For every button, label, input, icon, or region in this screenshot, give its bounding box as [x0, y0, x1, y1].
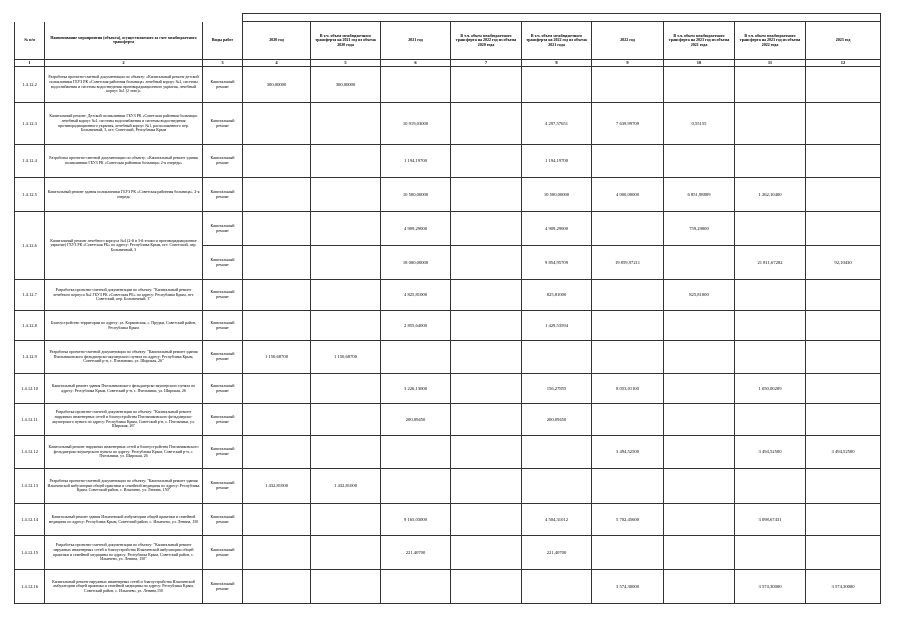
row-value-c7: [451, 145, 522, 178]
row-value-c6: 10 500,00000: [381, 178, 451, 212]
row-value-c5: [311, 536, 381, 570]
table-row: [15, 374, 881, 404]
table-row: [15, 404, 881, 436]
row-description: Капитальный ремонт здания Пчельниковского фельдшерско-акушерского пункта по адресу: Республика Крым, Советский р-н, с. Пчельники, ул. Широкая, 26: [45, 374, 203, 404]
row-value-c4: 1 150,68700: [243, 341, 311, 374]
row-value-c9: [592, 341, 664, 374]
row-value-c6: 1 194,19700: [381, 145, 451, 178]
row-value-c10: [664, 469, 735, 504]
row-value-c4: [243, 374, 311, 404]
row-value-c6: 221,40700: [381, 536, 451, 570]
row-value-c4: [243, 280, 311, 311]
row-value-c12: 92,10430: [806, 246, 881, 280]
header-row: [15, 22, 881, 60]
row-description: Капитальный ремонт лечебного корпуса №4 (2-й и 3-й этажи и противорадиационное укрытие) ГБУЗ РК «Советская РБ» по адресу: Республика Крым, пгт. Советский, пер. Больничный, 3: [45, 212, 203, 280]
row-value-c12: 3 494,52500: [806, 436, 881, 469]
row-value-c5: 1 150,68700: [311, 341, 381, 374]
row-number: 1.4.12.4: [15, 145, 45, 178]
row-value-c6: 10 919,03000: [381, 103, 451, 145]
row-value-c10: [664, 145, 735, 178]
row-value-c5: [311, 145, 381, 178]
row-value-c11: [735, 536, 806, 570]
row-value-c7: [451, 246, 522, 280]
row-value-c12: [806, 280, 881, 311]
row-number: 1.4.12.9: [15, 341, 45, 374]
row-description: Разработка проектно-сметной документации по объекту: "Капитальный ремонт здания Пчельниковского фельдшерско-акушерского пункта по адресу: Республика Крым, Советский р-н, с. Пчельники, ул. Широкая, 26": [45, 341, 203, 374]
row-value-c9: 5 702,45600: [592, 504, 664, 536]
row-value-c4: [243, 145, 311, 178]
col-header-2020-for-2021: В т.ч. объем межбюджетного трансферта на 2021 год из объема 2020 года: [311, 22, 381, 60]
row-value-c6: 18 000,00000: [381, 246, 451, 280]
row-value-c7: [451, 536, 522, 570]
col-number: 6: [381, 60, 451, 67]
row-value-c4: [243, 103, 311, 145]
row-work-type: Капитальный ремонт: [203, 280, 243, 311]
row-value-c6: 4 909,29000: [381, 212, 451, 246]
row-value-c8: 9 854,95709: [522, 246, 592, 280]
row-value-c11: [735, 341, 806, 374]
row-value-c8: 1 429,53594: [522, 311, 592, 341]
col-number: 5: [311, 60, 381, 67]
row-value-c7: [451, 212, 522, 246]
row-value-c11: [735, 469, 806, 504]
row-number: 1.4.12.16: [15, 570, 45, 604]
row-value-c6: 3 226,13000: [381, 374, 451, 404]
row-value-c12: [806, 67, 881, 103]
row-description: Капитальный ремонт наружных инженерных сетей и благоустройства Ильичевской амбулатории общей практики и семейной медицины по адресу: Республика Крым, Советский район, с. Ильичево, ул. Ленина,150: [45, 570, 203, 604]
row-description: Разработка проектно-сметной документации по объекту: «Капитальный ремонт детской поликлиники ГБУЗ РК «Советская районная больница» лечебный корпус №1, системы водоснабжения и системы водоотведения противорадиационного укрытия, лечебный корпус №1 (2 этап)»: [45, 67, 203, 103]
row-value-c7: [451, 311, 522, 341]
row-value-c8: 4 297,57651: [522, 103, 592, 145]
row-value-c10: 0,55155: [664, 103, 735, 145]
row-value-c9: [592, 469, 664, 504]
row-value-c9: [592, 145, 664, 178]
row-number: 1.4.12.10: [15, 374, 45, 404]
table-row: [15, 570, 881, 604]
row-value-c12: [806, 404, 881, 436]
row-value-c9: [592, 404, 664, 436]
row-value-c6: [381, 67, 451, 103]
row-value-c5: [311, 504, 381, 536]
row-work-type: Капитальный ремонт: [203, 67, 243, 103]
row-value-c12: [806, 311, 881, 341]
row-description: Капитальный ремонт здания поликлиники ГБУЗ РК «Советская районная больница», 2-я очередь: [45, 178, 203, 212]
table-row: [15, 212, 881, 246]
row-number: 1.4.12.14: [15, 504, 45, 536]
row-value-c5: [311, 436, 381, 469]
row-value-c12: [806, 145, 881, 178]
row-number: 1.4.12.13: [15, 469, 45, 504]
row-value-c8: 4 504,31012: [522, 504, 592, 536]
row-work-type: Капитальный ремонт: [203, 145, 243, 178]
row-value-c10: 759,29000: [664, 212, 735, 246]
row-value-c10: [664, 436, 735, 469]
table-row: [15, 103, 881, 145]
row-value-c11: 1 050,00209: [735, 374, 806, 404]
row-value-c8: 4 909,29000: [522, 212, 592, 246]
row-value-c10: [664, 536, 735, 570]
col-header-2022-for-2023: В т.ч. объем межбюджетного трансферта на 2023 год из объема 2022 года: [735, 22, 806, 60]
row-value-c5: [311, 103, 381, 145]
col-header-2022: 2022 год: [592, 22, 664, 60]
row-value-c5: [311, 374, 381, 404]
row-value-c11: 3 574,30000: [735, 570, 806, 604]
row-value-c9: 8 053,01100: [592, 374, 664, 404]
row-description: Капитальный ремонт: Детской поликлиники ГБУЗ РК «Советская районная больница» лечебный корпус №1, системы водоснабжения и системы водоотведения противорадиационного укрытия, лечебный корпус №1, расположенного пер. Больничный, 3, пгт. Советский, Республика Крым: [45, 103, 203, 145]
row-value-c8: [522, 570, 592, 604]
row-work-type: Капитальный ремонт: [203, 311, 243, 341]
row-value-c12: 3 574,30000: [806, 570, 881, 604]
col-header-2020-for-2022: В т.ч. объем межбюджетного трансферта на 2022 год из объема 2020 года: [451, 22, 522, 60]
row-value-c10: [664, 404, 735, 436]
row-value-c4: [243, 311, 311, 341]
table-row: [15, 341, 881, 374]
row-value-c9: 19 859,97211: [592, 246, 664, 280]
row-value-c10: [664, 374, 735, 404]
row-description: Разработка проектно-сметной документации по объекту: «Капитальный ремонт здания поликлиники ГБУЗ РК «Советская районная больница» 2-я очередь»: [45, 145, 203, 178]
row-value-c12: [806, 374, 881, 404]
row-value-c7: [451, 280, 522, 311]
col-header-no: № п/п: [15, 22, 45, 60]
row-number: 1.4.12.2: [15, 67, 45, 103]
row-value-c8: 200,09450: [522, 404, 592, 436]
row-value-c10: [664, 504, 735, 536]
row-value-c10: [664, 67, 735, 103]
row-value-c8: 825,81000: [522, 280, 592, 311]
row-description: Разработка проектно-сметной документации по объекту: "Капитальный ремонт наружных инженерных сетей и благоустройства Ильичевской амбулатории общей практики и семейной медицины по адресу: Республика Крым, Советский район, с. Ильичево, ул. Ленина, 150": [45, 536, 203, 570]
row-value-c5: [311, 178, 381, 212]
col-header-work: Виды работ: [203, 22, 243, 60]
row-value-c10: 825,81000: [664, 280, 735, 311]
row-description: Разработка проектно-сметной документации по объекту: "Капитальный ремонт лечебного корпуса №2 ГБУЗ РК «Советская РБ» по адресу: Республика Крым, пгт. Советский, пер. Больничный, 3": [45, 280, 203, 311]
col-number: 7: [451, 60, 522, 67]
row-value-c7: [451, 469, 522, 504]
row-value-c4: [243, 436, 311, 469]
row-work-type: Капитальный ремонт: [203, 469, 243, 504]
row-work-type: Капитальный ремонт: [203, 341, 243, 374]
row-value-c8: 1 194,19700: [522, 145, 592, 178]
row-value-c6: [381, 341, 451, 374]
row-value-c7: [451, 178, 522, 212]
col-header-2020: 2020 год: [243, 22, 311, 60]
row-number: 1.4.12.15: [15, 536, 45, 570]
table-row: [15, 469, 881, 504]
row-value-c11: 21 811,67282: [735, 246, 806, 280]
row-value-c10: 6 851,98809: [664, 178, 735, 212]
row-value-c9: [592, 536, 664, 570]
row-value-c6: 200,09450: [381, 404, 451, 436]
row-value-c9: 4 000,00000: [592, 178, 664, 212]
row-value-c11: [735, 404, 806, 436]
col-header-2021-for-2022: В т.ч. объем межбюджетного трансферта на 2022 год из объема 2021 года: [522, 22, 592, 60]
row-value-c4: [243, 504, 311, 536]
row-value-c4: [243, 570, 311, 604]
row-value-c5: 300,00000: [311, 67, 381, 103]
table-row: [15, 67, 881, 103]
row-work-type: Капитальный ремонт: [203, 536, 243, 570]
row-value-c9: [592, 280, 664, 311]
row-value-c5: [311, 246, 381, 280]
row-value-c4: [243, 404, 311, 436]
row-number: 1.4.12.7: [15, 280, 45, 311]
row-value-c11: [735, 311, 806, 341]
table-row: [15, 280, 881, 311]
col-number: 4: [243, 60, 311, 67]
row-value-c6: 2 855,64000: [381, 311, 451, 341]
row-value-c9: 3 494,52500: [592, 436, 664, 469]
row-work-type: Капитальный ремонт: [203, 374, 243, 404]
row-value-c12: [806, 469, 881, 504]
row-value-c5: [311, 212, 381, 246]
row-value-c7: [451, 436, 522, 469]
col-number: 3: [203, 60, 243, 67]
budget-sheet: [14, 13, 880, 604]
row-value-c11: [735, 212, 806, 246]
row-value-c6: [381, 436, 451, 469]
row-value-c8: [522, 341, 592, 374]
table-row: [15, 436, 881, 469]
col-header-name: Наименование мероприятия (объекта), осуществляемого за счет межбюджетного трансферта: [45, 22, 203, 60]
row-description: Капитальный ремонт здания Ильичевской амбулатории общей практики и семейной медицины по адресу: Республика Крым, Советский район, с. Ильичево, ул. Ленина, 150: [45, 504, 203, 536]
row-value-c6: 4 825,81000: [381, 280, 451, 311]
col-header-2021: 2021 год: [381, 22, 451, 60]
row-value-c12: [806, 212, 881, 246]
col-number: 12: [806, 60, 881, 67]
row-value-c7: [451, 67, 522, 103]
row-value-c6: [381, 570, 451, 604]
col-header-2023: 2023 год: [806, 22, 881, 60]
row-work-type: Капитальный ремонт: [203, 504, 243, 536]
row-work-type: Капитальный ремонт: [203, 436, 243, 469]
col-number: 1: [15, 60, 45, 67]
table-row: [15, 178, 881, 212]
row-number: 1.4.12.5: [15, 178, 45, 212]
row-value-c9: [592, 212, 664, 246]
table-row: [15, 504, 881, 536]
row-value-c7: [451, 404, 522, 436]
row-value-c12: [806, 504, 881, 536]
row-value-c5: [311, 311, 381, 341]
row-value-c4: [243, 246, 311, 280]
row-value-c12: [806, 178, 881, 212]
row-work-type: Капитальный ремонт: [203, 178, 243, 212]
row-work-type: Капитальный ремонт: [203, 103, 243, 145]
row-value-c7: [451, 103, 522, 145]
row-value-c8: [522, 67, 592, 103]
row-value-c10: [664, 311, 735, 341]
row-work-type: Капитальный ремонт: [203, 246, 243, 280]
row-value-c6: 9 165,03000: [381, 504, 451, 536]
row-value-c4: 300,00000: [243, 67, 311, 103]
row-value-c7: [451, 570, 522, 604]
row-description: Разработка проектно-сметной документации по объекту: "Капитальный ремонт наружных инженерных сетей и благоустройства Пчельниковского фельдшерско-акушерского пункта по адресу: Республика Крым, Советский р-н, с. Пчельники, ул. Широкая, 26": [45, 404, 203, 436]
row-value-c11: [735, 103, 806, 145]
budget-table: [14, 13, 881, 604]
row-value-c5: [311, 280, 381, 311]
row-description: Капитальный ремонт наружных инженерных сетей и благоустройства Пчельниковского фельдшерско-акушерского пункта по адресу: Республика Крым, Советский р-н, с. Пчельники, ул. Широкая, 26: [45, 436, 203, 469]
row-value-c8: 156,27855: [522, 374, 592, 404]
col-header-2021-for-2023: В т.ч. объем межбюджетного трансферта на 2023 год из объема 2021 года: [664, 22, 735, 60]
row-value-c5: [311, 404, 381, 436]
row-description: Разработка проектно-сметной документации по объекту: "Капитальный ремонт здания Ильичевской амбулатории общей практики и семейной медицины по адресу: Республика Крым, Советский район, с. Ильичево, ул. Ленина, 150": [45, 469, 203, 504]
row-value-c11: [735, 67, 806, 103]
row-description: Благоустройство территории по адресу: ул. Кормовская, с. Прудки, Советский район, Республика Крым: [45, 311, 203, 341]
row-value-c10: [664, 246, 735, 280]
row-value-c9: [592, 311, 664, 341]
col-number: 9: [592, 60, 664, 67]
row-number: 1.4.12.3: [15, 103, 45, 145]
row-number: 1.4.12.6: [15, 212, 45, 280]
row-value-c4: 1 432,81000: [243, 469, 311, 504]
row-value-c12: [806, 103, 881, 145]
row-value-c11: [735, 145, 806, 178]
header-spacer-row: [15, 14, 881, 22]
row-number: 1.4.12.8: [15, 311, 45, 341]
row-value-c12: [806, 341, 881, 374]
row-value-c9: 7 639,99709: [592, 103, 664, 145]
row-value-c11: 1 262,10400: [735, 178, 806, 212]
row-value-c4: [243, 212, 311, 246]
row-work-type: Капитальный ремонт: [203, 212, 243, 246]
row-value-c11: 3 494,52500: [735, 436, 806, 469]
row-value-c8: [522, 469, 592, 504]
column-number-row: [15, 60, 881, 67]
row-value-c9: [592, 67, 664, 103]
row-value-c10: [664, 341, 735, 374]
table-row: [15, 145, 881, 178]
row-value-c8: [522, 436, 592, 469]
col-number: 2: [45, 60, 203, 67]
row-value-c10: [664, 570, 735, 604]
row-value-c11: 3 098,67431: [735, 504, 806, 536]
row-value-c11: [735, 280, 806, 311]
row-value-c6: [381, 469, 451, 504]
row-value-c5: [311, 570, 381, 604]
col-number: 8: [522, 60, 592, 67]
table-row: [15, 311, 881, 341]
row-number: 1.4.12.12: [15, 436, 45, 469]
row-work-type: Капитальный ремонт: [203, 570, 243, 604]
row-value-c8: 221,40700: [522, 536, 592, 570]
col-number: 11: [735, 60, 806, 67]
row-value-c4: [243, 536, 311, 570]
row-value-c5: 1 432,81000: [311, 469, 381, 504]
row-value-c12: [806, 536, 881, 570]
row-value-c7: [451, 341, 522, 374]
row-value-c7: [451, 374, 522, 404]
row-work-type: Капитальный ремонт: [203, 404, 243, 436]
row-value-c8: 10 500,00000: [522, 178, 592, 212]
row-number: 1.4.12.11: [15, 404, 45, 436]
col-number: 10: [664, 60, 735, 67]
row-value-c9: 3 574,30000: [592, 570, 664, 604]
table-row: [15, 536, 881, 570]
row-value-c7: [451, 504, 522, 536]
row-value-c4: [243, 178, 311, 212]
